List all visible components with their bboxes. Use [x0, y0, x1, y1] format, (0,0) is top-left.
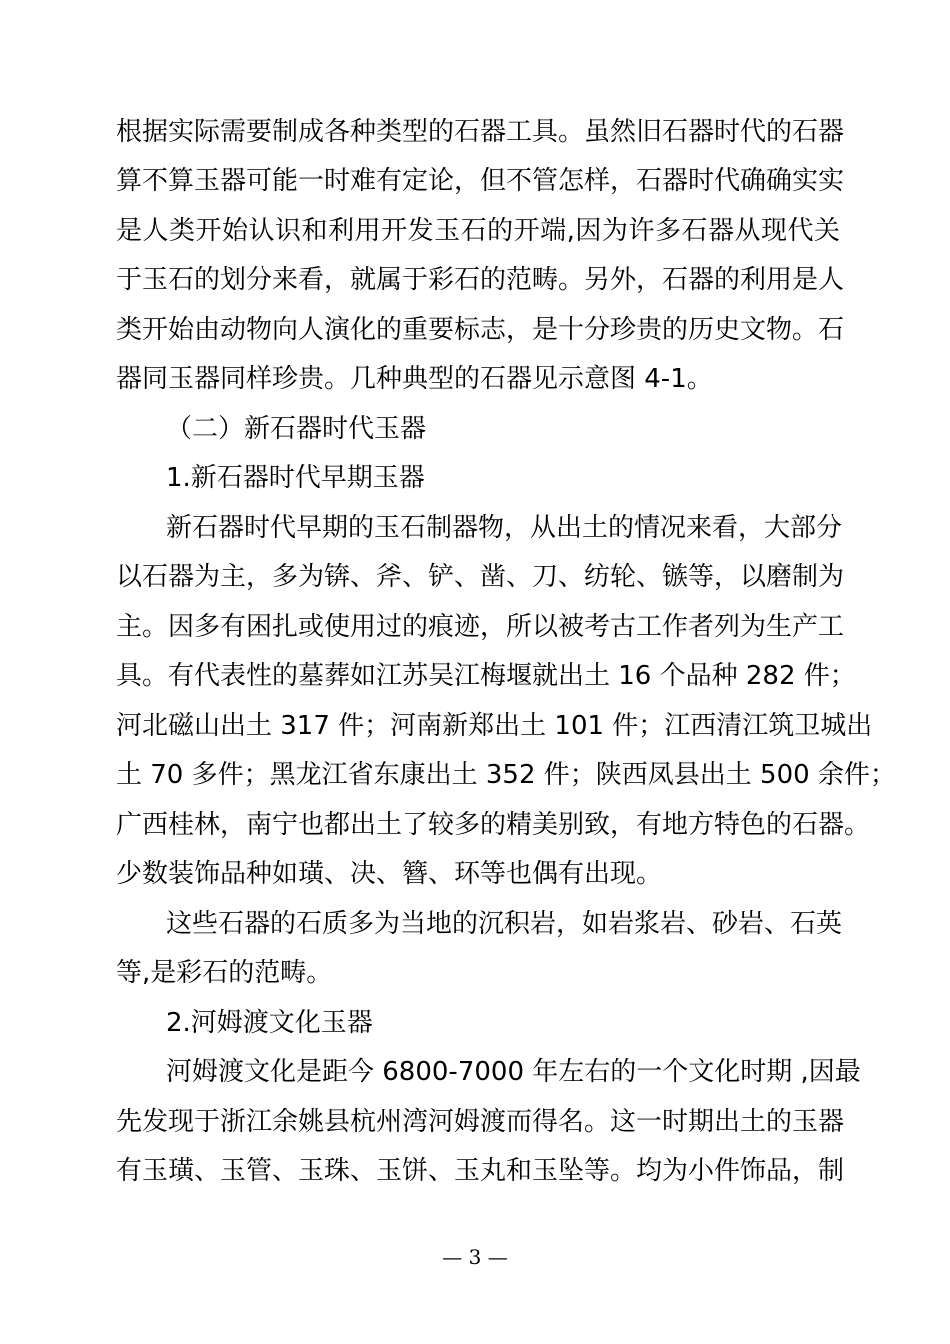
- text-line: 先发现于浙江余姚县杭州湾河姆渡而得名。这一时期出土的玉器: [116, 1107, 845, 1137]
- text-line: 这些石器的石质多为当地的沉积岩，如岩浆岩、砂岩、石英: [166, 909, 843, 939]
- text-line: 类开始由动物向人演化的重要标志，是十分珍贵的历史文物。石: [116, 315, 845, 345]
- text-line: 以石器为主，多为锛、斧、铲、凿、刀、纺轮、镞等，以磨制为: [116, 562, 845, 592]
- text-line: 算不算玉器可能一时难有定论，但不管怎样，石器时代确确实实: [116, 166, 845, 196]
- text-line: 新石器时代早期的玉石制器物，从出土的情况来看，大部分: [166, 513, 843, 543]
- subsection-heading: 1.新石器时代早期玉器: [166, 463, 425, 493]
- text-line: 有玉璜、玉管、玉珠、玉饼、玉丸和玉坠等。均为小件饰品，制: [116, 1156, 845, 1186]
- text-line: 根据实际需要制成各种类型的石器工具。虽然旧石器时代的石器: [116, 117, 845, 147]
- text-line: 于玉石的划分来看，就属于彩石的范畴。另外，石器的利用是人: [116, 265, 845, 295]
- text-line: 是人类开始认识和利用开发玉石的开端,因为许多石器从现代关: [116, 216, 840, 246]
- text-line: 等,是彩石的范畴。: [116, 958, 333, 988]
- text-line: 具。有代表性的墓葬如江苏吴江梅堰就出土 16 个品种 282 件；: [116, 661, 856, 691]
- text-line: 器同玉器同样珍贵。几种典型的石器见示意图 4-1。: [116, 364, 713, 394]
- text-line: 土 70 多件；黑龙江省东康出土 352 件；陕西凤县出土 500 余件；: [116, 760, 896, 790]
- text-line: 广西桂林，南宁也都出土了较多的精美别致，有地方特色的石器。: [116, 810, 871, 840]
- section-heading: （二）新石器时代玉器: [166, 414, 427, 444]
- page-number: — 3 —: [442, 1245, 508, 1269]
- text-line: 河北磁山出土 317 件；河南新郑出土 101 件；江西清江筑卫城出: [116, 711, 873, 741]
- subsection-heading: 2.河姆渡文化玉器: [166, 1008, 373, 1038]
- text-line: 河姆渡文化是距今 6800-7000 年左右的一个文化时期 ,因最: [166, 1057, 861, 1087]
- text-line: 主。因多有困扎或使用过的痕迹，所以被考古工作者列为生产工: [116, 612, 845, 642]
- text-line: 少数装饰品种如璜、决、簪、环等也偶有出现。: [116, 859, 663, 889]
